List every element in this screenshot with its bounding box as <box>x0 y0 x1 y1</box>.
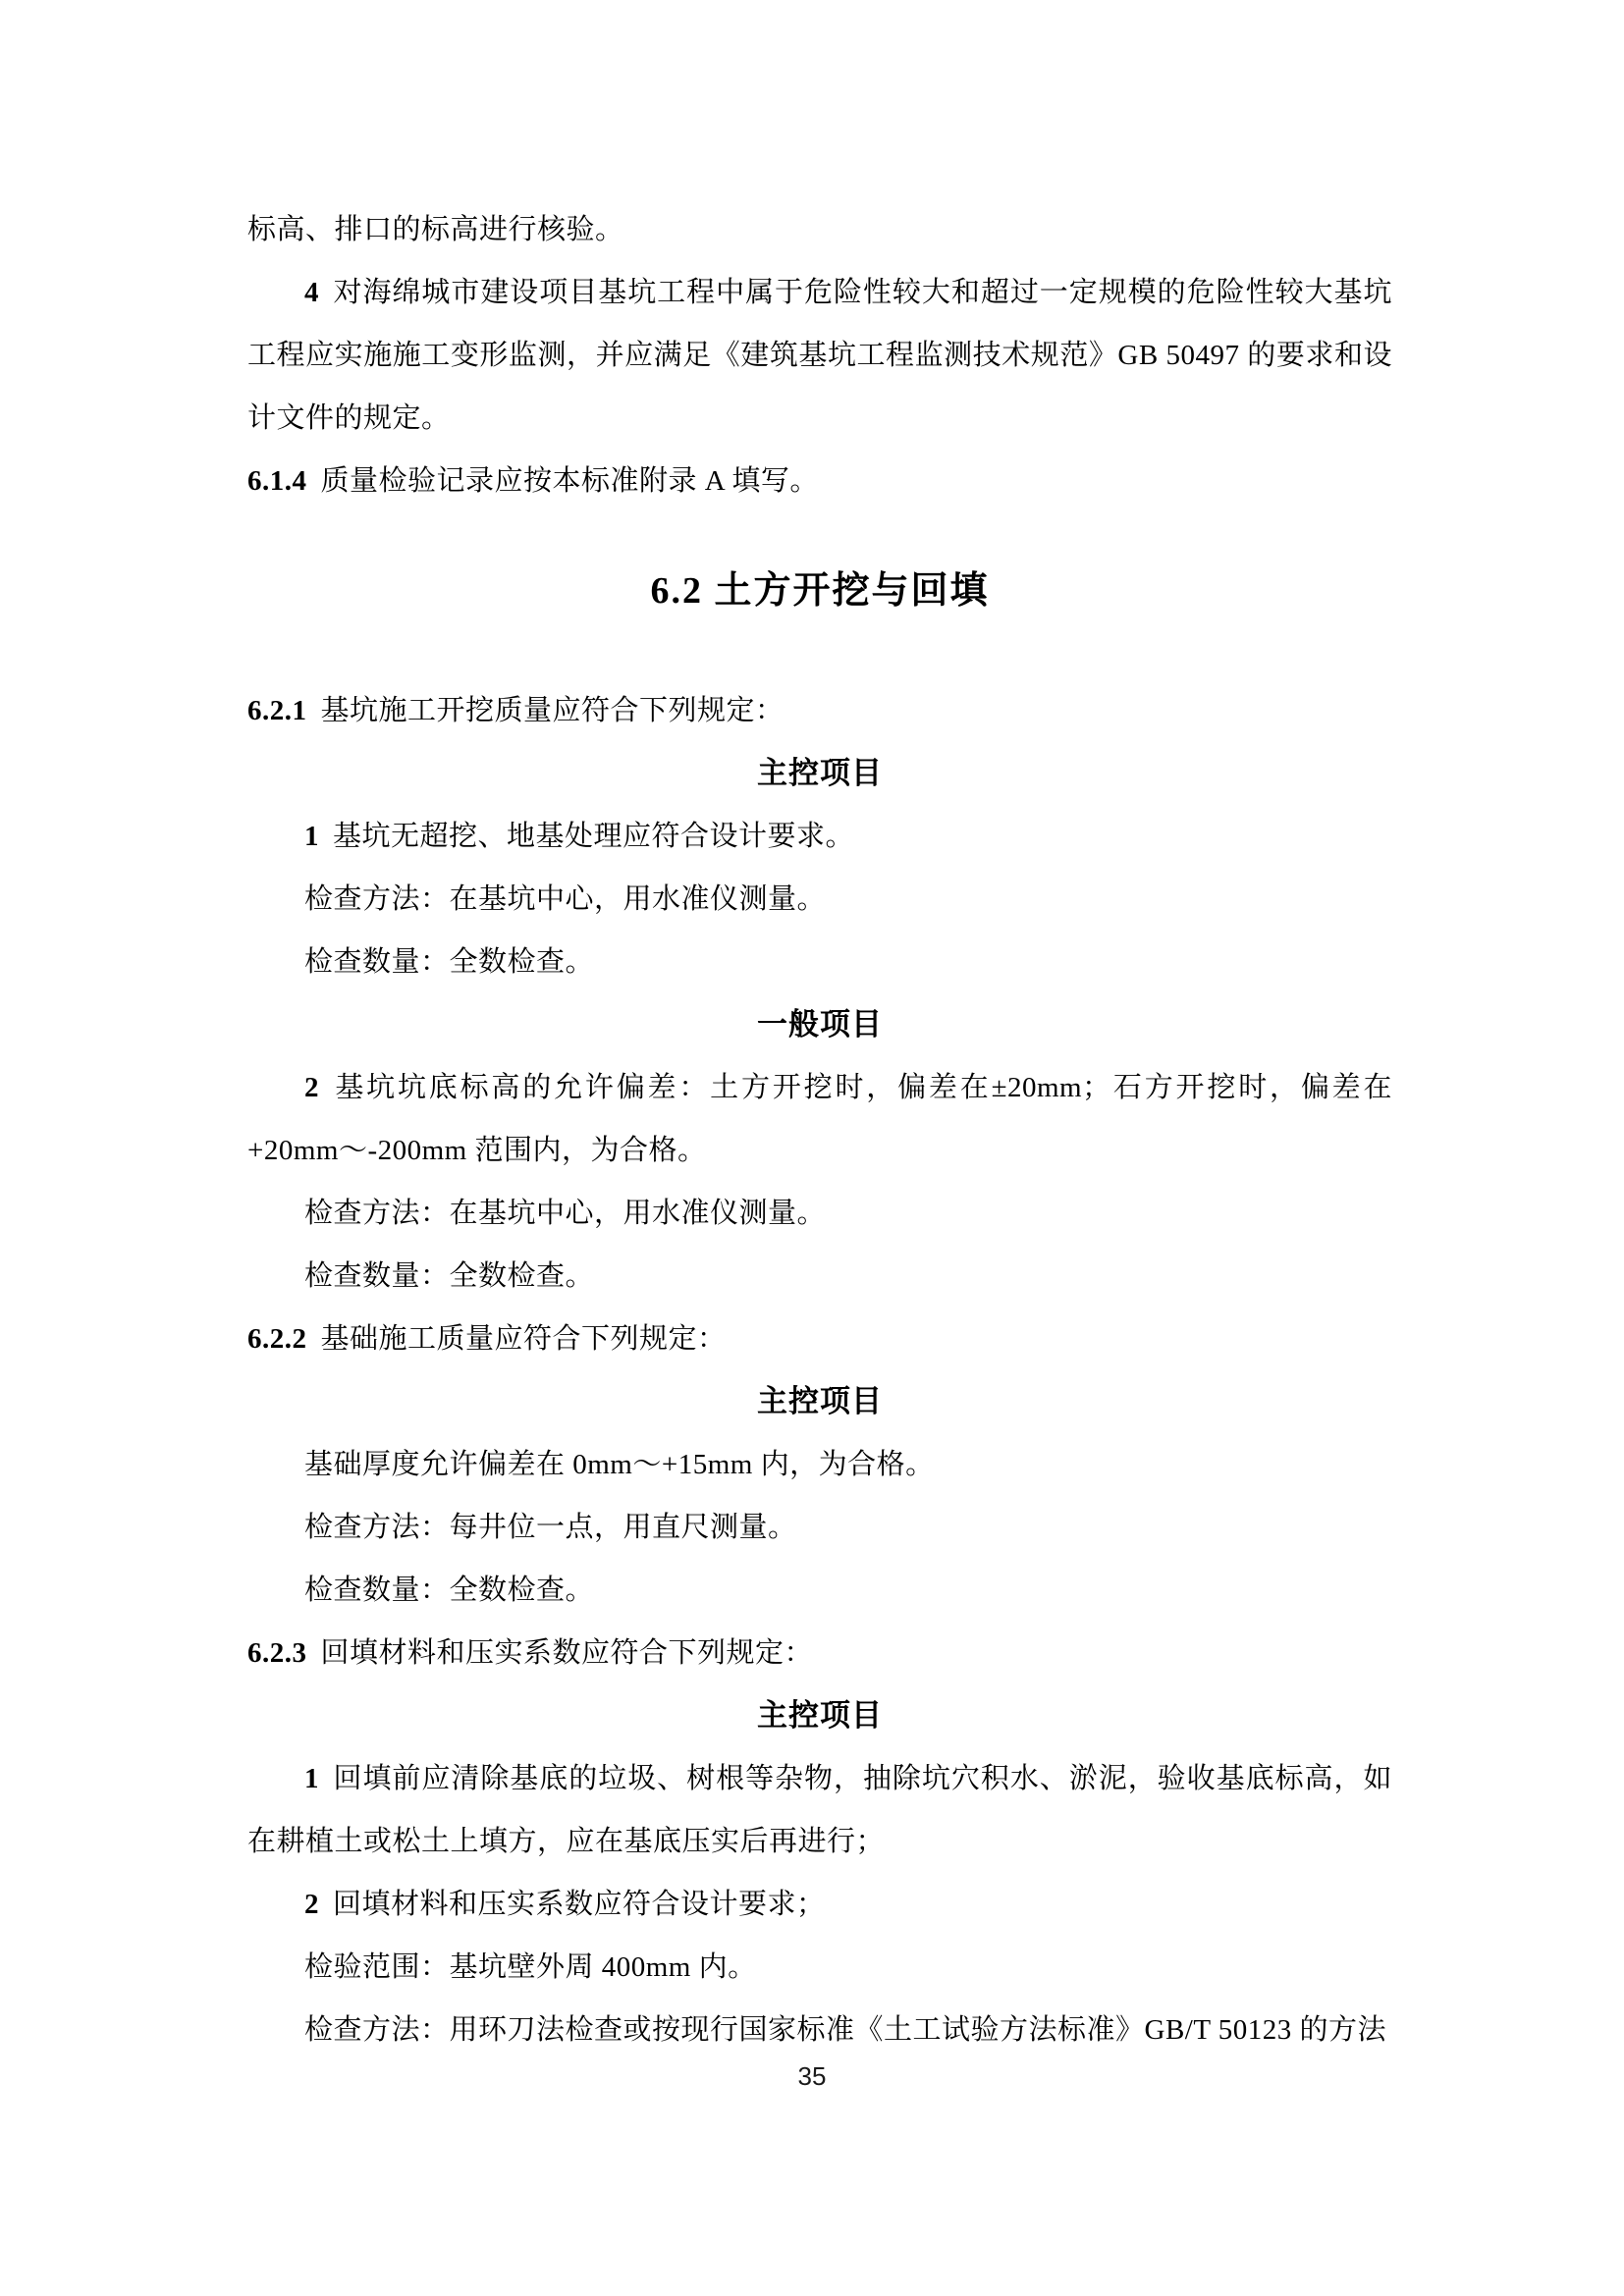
paragraph-text: 检查方法：在基坑中心，用水准仪测量。 <box>304 1198 827 1229</box>
paragraph <box>247 868 1392 931</box>
page-number: 35 <box>797 2061 827 2091</box>
paragraph <box>247 1999 1392 2061</box>
paragraph <box>247 1308 1392 1370</box>
clause-number: 6.2.1 <box>247 695 307 726</box>
paragraph-text: 检查方法：每井位一点，用直尺测量。 <box>304 1512 797 1543</box>
clause-number: 1 <box>304 1763 319 1794</box>
clause-number: 6.1.4 <box>247 465 307 497</box>
paragraph <box>247 1496 1392 1559</box>
paragraph-text: 检查方法：在基坑中心，用水准仪测量。 <box>304 883 827 915</box>
paragraph-text: 回填材料和压实系数应符合设计要求； <box>333 1889 826 1920</box>
paragraph <box>247 261 1392 450</box>
paragraph-text: 基坑无超挖、地基处理应符合设计要求。 <box>333 821 855 852</box>
clause-number: 4 <box>304 277 319 308</box>
page-footer <box>0 2061 1624 2092</box>
paragraph <box>247 1245 1392 1308</box>
clause-number: 6.2.3 <box>247 1637 307 1669</box>
clause-number: 6.2.2 <box>247 1323 307 1355</box>
section-heading: 6.2 土方开挖与回填 <box>650 570 990 612</box>
paragraph <box>247 1622 1392 1684</box>
paragraph-text: 基坑坑底标高的允许偏差：土方开挖时，偏差在±20mm；石方开挖时，偏差在+20mm～-200mm 范围内，为合格。 <box>247 1072 1392 1166</box>
paragraph-text: 检验范围：基坑壁外周 400mm 内。 <box>304 1951 757 1983</box>
clause-number: 2 <box>304 1072 319 1103</box>
paragraph-text: 检查数量：全数检查。 <box>304 1575 595 1606</box>
item-category-heading: 主控项目 <box>757 1698 883 1733</box>
item-category-heading: 主控项目 <box>757 756 883 790</box>
paragraph <box>247 1433 1392 1496</box>
paragraph <box>247 1747 1392 1873</box>
paragraph <box>247 1182 1392 1245</box>
paragraph <box>247 450 1392 512</box>
paragraph-text: 基础施工质量应符合下列规定： <box>320 1323 727 1355</box>
paragraph <box>247 805 1392 868</box>
item-category-heading: 一般项目 <box>757 1007 883 1041</box>
paragraph-text: 基础厚度允许偏差在 0mm～+15mm 内，为合格。 <box>304 1449 935 1480</box>
paragraph <box>247 1873 1392 1936</box>
paragraph-text: 检查方法：用环刀法检查或按现行国家标准《土工试验方法标准》GB/T 50123 的方法 <box>304 2014 1387 2046</box>
paragraph-text: 标高、排口的标高进行核验。 <box>247 214 624 245</box>
paragraph <box>247 931 1392 993</box>
paragraph-text: 对海绵城市建设项目基坑工程中属于危险性较大和超过一定规模的危险性较大基坑工程应实施施工变形监测，并应满足《建筑基坑工程监测技术规范》GB 50497 的要求和设计文件的规定。 <box>247 277 1392 434</box>
clause-number: 1 <box>304 821 319 852</box>
paragraph <box>247 1936 1392 1999</box>
paragraph-text: 回填材料和压实系数应符合下列规定： <box>320 1637 814 1669</box>
paragraph <box>247 198 1392 261</box>
document-content <box>247 198 1392 2061</box>
paragraph-text: 回填前应清除基底的垃圾、树根等杂物，抽除坑穴积水、淤泥，验收基底标高，如在耕植土或松土上填方，应在基底压实后再进行； <box>247 1763 1392 1857</box>
paragraph <box>247 1056 1392 1182</box>
paragraph <box>247 1559 1392 1622</box>
paragraph-text: 基坑施工开挖质量应符合下列规定： <box>320 695 785 726</box>
paragraph-text: 检查数量：全数检查。 <box>304 1260 595 1292</box>
paragraph-text: 质量检验记录应按本标准附录 A 填写。 <box>320 465 819 497</box>
item-category-heading: 主控项目 <box>757 1384 883 1418</box>
clause-number: 2 <box>304 1889 319 1920</box>
paragraph <box>247 679 1392 742</box>
paragraph-text: 检查数量：全数检查。 <box>304 946 595 978</box>
